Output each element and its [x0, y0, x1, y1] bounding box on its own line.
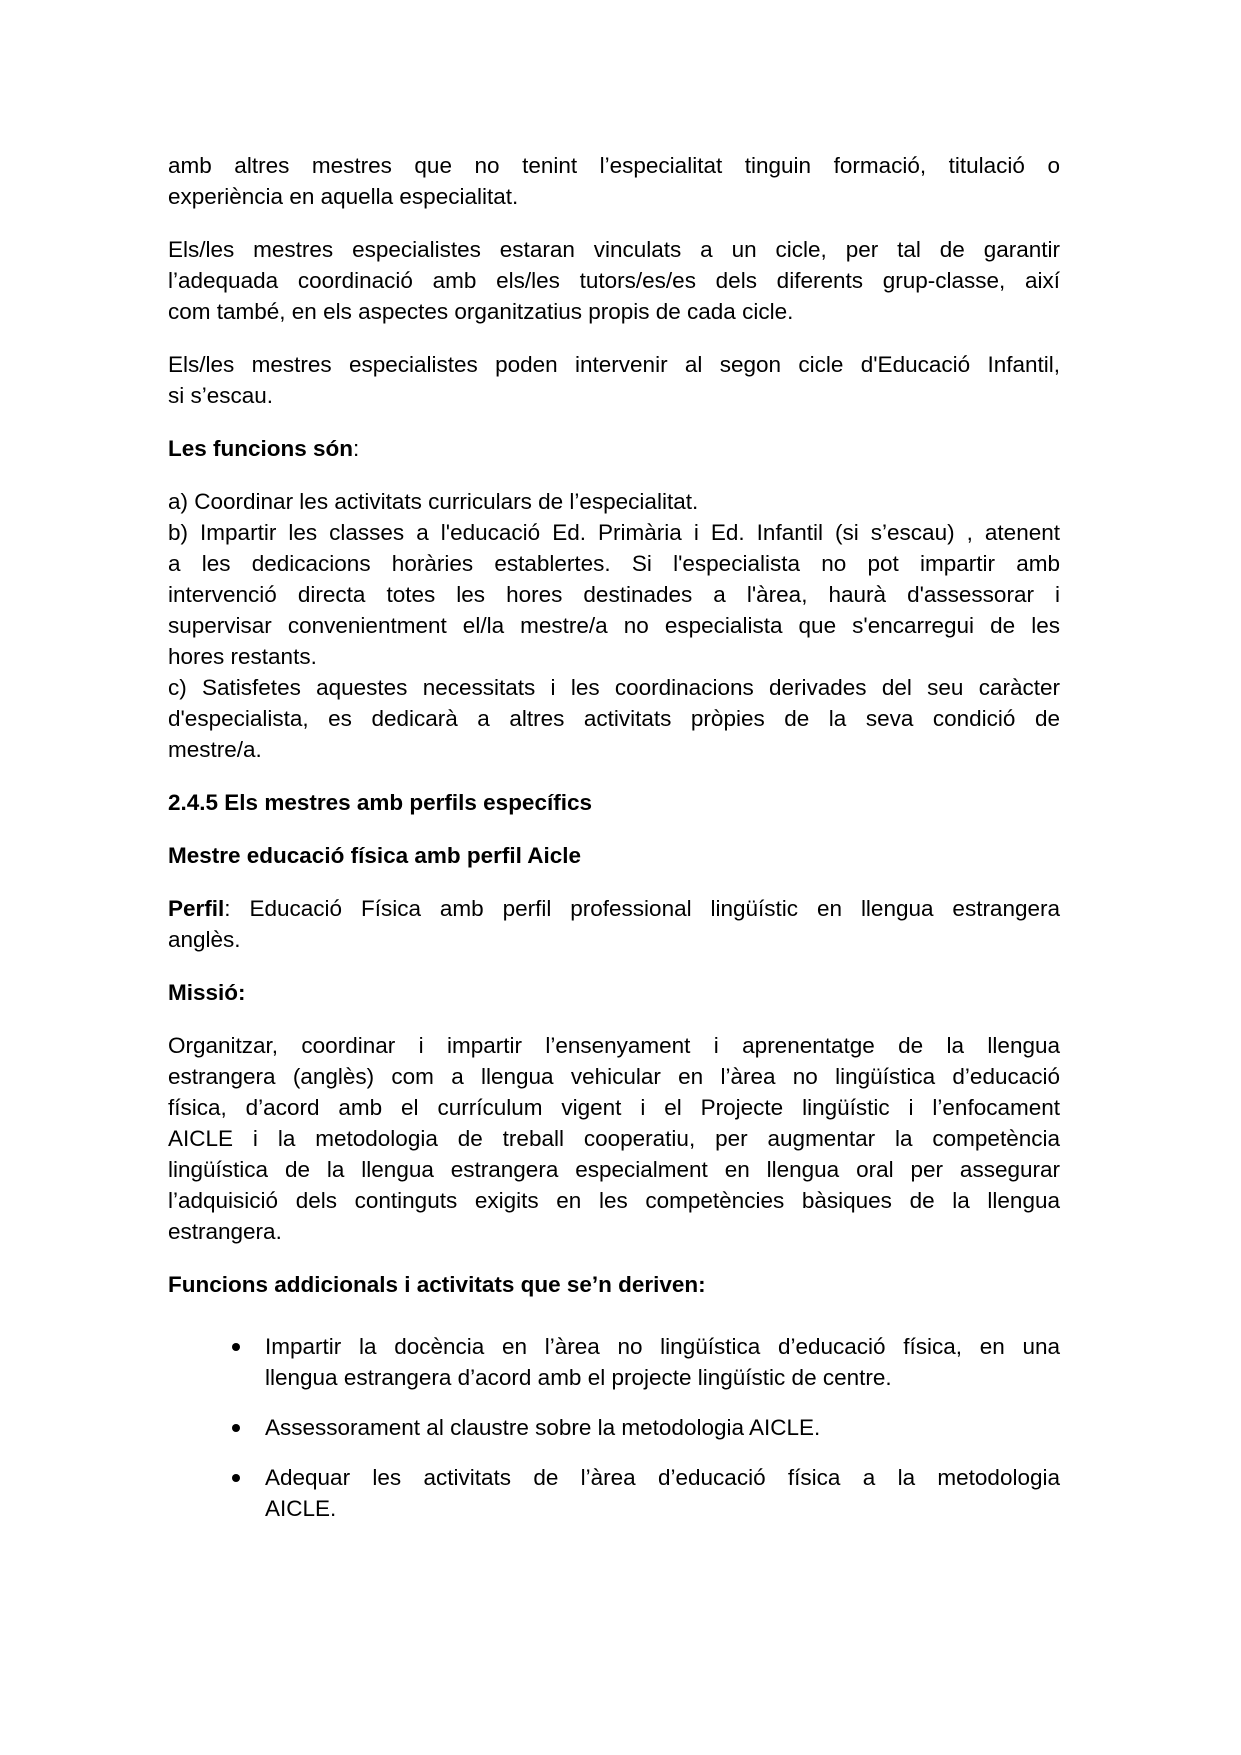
section-heading	[168, 1269, 1060, 1300]
text-line: Organitzar, coordinar i impartir l’ensenyament i aprenentatge de la llengua	[168, 1033, 1060, 1058]
paragraph	[168, 150, 1060, 212]
text-line: Els/les mestres especialistes estaran vinculats a un cicle, per tal de garantir	[168, 237, 1060, 262]
bullet-text	[265, 1462, 1060, 1524]
text-line: l’adquisició dels continguts exigits en les competències bàsiques de la llengua	[168, 1188, 1060, 1213]
text-line: Impartir la docència en l’àrea no lingüística d’educació física, en una	[265, 1334, 1060, 1359]
text-line: llengua estrangera d’acord amb el projecte lingüístic de centre.	[265, 1365, 892, 1390]
text-line: mestre/a.	[168, 737, 262, 762]
text-line: si s’escau.	[168, 383, 274, 408]
bullet-icon	[232, 1424, 240, 1432]
text-line: física, d’acord amb el currículum vigent i el Projecte lingüístic i l’enfocament	[168, 1095, 1060, 1120]
text-line: anglès.	[168, 927, 241, 952]
text-line: amb altres mestres que no tenint l’especialitat tinguin formació, titulació o	[168, 153, 1060, 178]
text-line: Assessorament al claustre sobre la metodologia AICLE.	[265, 1415, 821, 1440]
text-line: l’adequada coordinació amb els/les tutors/es/es dels diferents grup-classe, així	[168, 268, 1060, 293]
section-heading	[168, 977, 1060, 1008]
heading-text: 2.4.5 Els mestres amb perfils específics	[168, 790, 592, 815]
bullet-text	[265, 1412, 1060, 1443]
paragraph	[168, 349, 1060, 411]
heading-tail: :	[353, 436, 360, 461]
bullet-icon	[232, 1343, 240, 1351]
bullet-icon	[232, 1474, 240, 1482]
bold-lead: Perfil	[168, 896, 225, 921]
text-line: Adequar les activitats de l’àrea d’educació física a la metodologia	[265, 1465, 1060, 1490]
section-heading	[168, 433, 1060, 464]
text-line: experiència en aquella especialitat.	[168, 184, 519, 209]
text-line: estrangera.	[168, 1219, 282, 1244]
bullet-list	[168, 1331, 1060, 1524]
text-line: a les dedicacions horàries establertes. Si l'especialista no pot impartir amb	[168, 551, 1060, 576]
text-line: estrangera (anglès) com a llengua vehicular en l’àrea no lingüística d’educació	[168, 1064, 1060, 1089]
heading-text: Missió:	[168, 980, 246, 1005]
text-line: com també, en els aspectes organitzatius propis de cada cicle.	[168, 299, 794, 324]
text-line: intervenció directa totes les hores destinades a l'àrea, haurà d'assessorar i	[168, 582, 1060, 607]
bullet-item	[168, 1462, 1060, 1524]
section-heading	[168, 787, 1060, 818]
text-line: a) Coordinar les activitats curriculars de l’especialitat.	[168, 489, 699, 514]
paragraph	[168, 486, 1060, 765]
text-line: lingüística de la llengua estrangera especialment en llengua oral per assegurar	[168, 1157, 1060, 1182]
section-heading	[168, 840, 1060, 871]
bullet-text	[265, 1331, 1060, 1393]
page-content	[168, 150, 1060, 1546]
paragraph	[168, 1030, 1060, 1247]
heading-text: Funcions addicionals i activitats que se’n deriven:	[168, 1272, 706, 1297]
bullet-item	[168, 1412, 1060, 1443]
text-line: AICLE.	[265, 1496, 337, 1521]
text-line: Els/les mestres especialistes poden intervenir al segon cicle d'Educació Infantil,	[168, 352, 1060, 377]
text-line: Perfil: Educació Física amb perfil professional lingüístic en llengua estrangera	[168, 896, 1060, 921]
paragraph	[168, 234, 1060, 327]
paragraph	[168, 893, 1060, 955]
text-line: c) Satisfetes aquestes necessitats i les coordinacions derivades del seu caràcter	[168, 675, 1060, 700]
text-line: d'especialista, es dedicarà a altres activitats pròpies de la seva condició de	[168, 706, 1060, 731]
heading-text: Les funcions són	[168, 436, 354, 461]
text-line: supervisar convenientment el/la mestre/a no especialista que s'encarregui de les	[168, 613, 1060, 638]
bullet-item	[168, 1331, 1060, 1393]
text-line: b) Impartir les classes a l'educació Ed. Primària i Ed. Infantil (si s’escau) , atenent	[168, 520, 1060, 545]
text-line: AICLE i la metodologia de treball cooperatiu, per augmentar la competència	[168, 1126, 1060, 1151]
text-line: hores restants.	[168, 644, 317, 669]
heading-text: Mestre educació física amb perfil Aicle	[168, 843, 582, 868]
